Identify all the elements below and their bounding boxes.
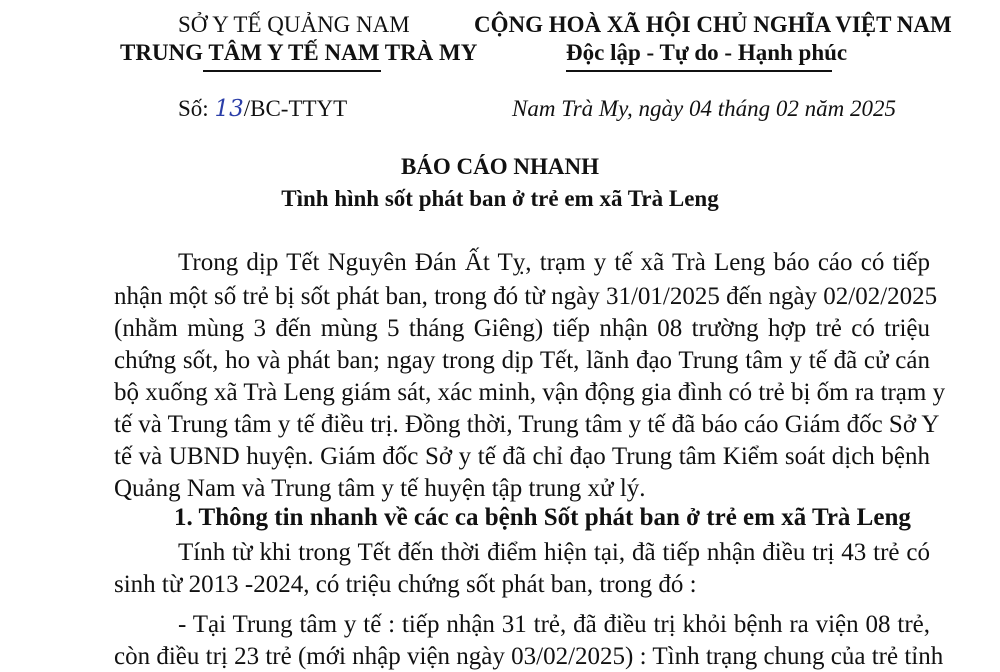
unit-underline bbox=[203, 70, 381, 72]
report-title: BÁO CÁO NHANH bbox=[400, 154, 600, 179]
national-motto: Độc lập - Tự do - Hạnh phúc bbox=[566, 40, 848, 65]
report-subtitle: Tình hình sốt phát ban ở trẻ em xã Trà Leng bbox=[281, 186, 719, 211]
text-line: chứng sốt, ho và phát ban; ngay trong dịp Tết, lãnh đạo Trung tâm y tế đã cử cán bbox=[114, 347, 930, 374]
text-line: - Tại Trung tâm y tế : tiếp nhận 31 trẻ, đã điều trị khỏi bệnh ra viện 08 trẻ, bbox=[178, 611, 930, 638]
handwritten-number: 13 bbox=[214, 96, 244, 122]
text-line: (nhằm mùng 3 đến mùng 5 tháng Giêng) tiếp nhận 08 trường hợp trẻ có triệu bbox=[114, 315, 930, 342]
doc-number-prefix: Số: bbox=[178, 96, 209, 121]
nation-name: CỘNG HOÀ XÃ HỘI CHỦ NGHĨA VIỆT NAM bbox=[474, 12, 952, 37]
doc-number-suffix: /BC-TTYT bbox=[243, 96, 348, 121]
unit-name: TRUNG TÂM Y TẾ NAM TRÀ MY bbox=[120, 40, 478, 65]
motto-underline bbox=[566, 70, 832, 72]
text-line: Tính từ khi trong Tết đến thời điểm hiện tại, đã tiếp nhận điều trị 43 trẻ có bbox=[178, 539, 930, 566]
document-number bbox=[178, 96, 347, 122]
text-line: tế và UBND huyện. Giám đốc Sở y tế đã chỉ đạo Trung tâm Kiểm soát dịch bệnh bbox=[114, 443, 930, 470]
text-line: sinh từ 2013 -2024, có triệu chứng sốt phát ban, trong đó : bbox=[114, 571, 697, 598]
text-line: tế và Trung tâm y tế điều trị. Đồng thời, Trung tâm y tế đã báo cáo Giám đốc Sở Y bbox=[114, 411, 940, 438]
place-date: Nam Trà My, ngày 04 tháng 02 năm 2025 bbox=[512, 96, 896, 121]
text-line: Trong dịp Tết Nguyên Đán Ất Tỵ, trạm y tế xã Trà Leng báo cáo có tiếp bbox=[178, 249, 930, 276]
text-line: còn điều trị 23 trẻ (mới nhập viện ngày 03/02/2025) : Tình trạng chung của trẻ tỉnh bbox=[114, 643, 944, 670]
text-line: bộ xuống xã Trà Leng giám sát, xác minh, vận động gia đình có trẻ bị ốm ra trạm y bbox=[114, 379, 946, 406]
section-1-heading: 1. Thông tin nhanh về các ca bệnh Sốt phát ban ở trẻ em xã Trà Leng bbox=[174, 504, 911, 531]
agency-name: SỞ Y TẾ QUẢNG NAM bbox=[178, 12, 410, 37]
text-line: Quảng Nam và Trung tâm y tế huyện tập trung xử lý. bbox=[114, 475, 646, 502]
text-line: nhận một số trẻ bị sốt phát ban, trong đó từ ngày 31/01/2025 đến ngày 02/02/2025 bbox=[114, 283, 938, 310]
